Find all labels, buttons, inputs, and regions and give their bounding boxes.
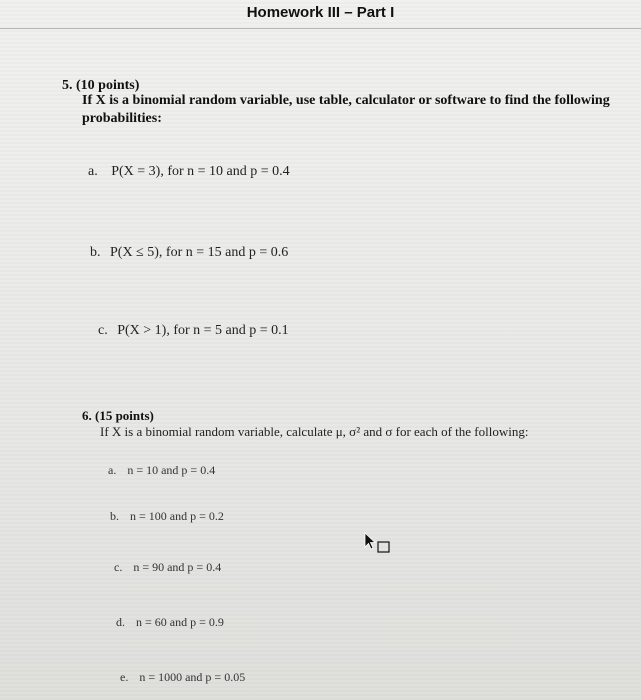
q5-intro-line2: probabilities: xyxy=(82,111,162,126)
q6-item-d xyxy=(116,615,224,630)
q5-item-b-letter: b. xyxy=(90,245,101,260)
q6-item-c-text: n = 90 and p = 0.4 xyxy=(133,560,222,574)
q6-item-e-letter: e. xyxy=(120,670,129,684)
q6-heading: 6. (15 points) xyxy=(82,408,154,423)
q6-item-b-text: n = 100 and p = 0.2 xyxy=(130,509,224,523)
q6-item-c-letter: c. xyxy=(114,560,123,574)
page-title: Homework III – Part I xyxy=(246,4,395,21)
q6-item-b-letter: b. xyxy=(110,509,119,523)
q5-item-a-letter: a. xyxy=(88,164,98,179)
q6-item-e xyxy=(120,670,245,685)
q5-item-a-text: P(X = 3), for n = 10 and p = 0.4 xyxy=(111,164,290,179)
title-divider xyxy=(0,28,641,29)
q5-item-b xyxy=(90,245,288,261)
q6-item-c xyxy=(114,560,221,575)
q6-item-d-text: n = 60 and p = 0.9 xyxy=(136,615,224,629)
q5-item-c-text: P(X > 1), for n = 5 and p = 0.1 xyxy=(117,323,289,338)
q5-intro-line1: If X is a binomial random variable, use table, calculator or software to find the following xyxy=(82,93,610,108)
q6-item-e-text: n = 1000 and p = 0.05 xyxy=(139,670,246,684)
q5-item-c xyxy=(98,323,289,339)
q6-item-a-text: n = 10 and p = 0.4 xyxy=(127,463,216,477)
q5-heading: 5. (10 points) xyxy=(62,78,140,93)
q5-item-a xyxy=(88,164,290,180)
q6-item-d-letter: d. xyxy=(116,615,125,629)
q6-item-a xyxy=(108,463,215,478)
q5-item-c-letter: c. xyxy=(98,323,108,338)
arrow-cursor-with-box-icon xyxy=(364,532,394,556)
q5-item-b-text: P(X ≤ 5), for n = 15 and p = 0.6 xyxy=(110,245,289,260)
q6-item-b xyxy=(110,509,224,524)
q6-intro: If X is a binomial random variable, calculate μ, σ² and σ for each of the following: xyxy=(100,424,529,439)
q6-item-a-letter: a. xyxy=(108,463,117,477)
